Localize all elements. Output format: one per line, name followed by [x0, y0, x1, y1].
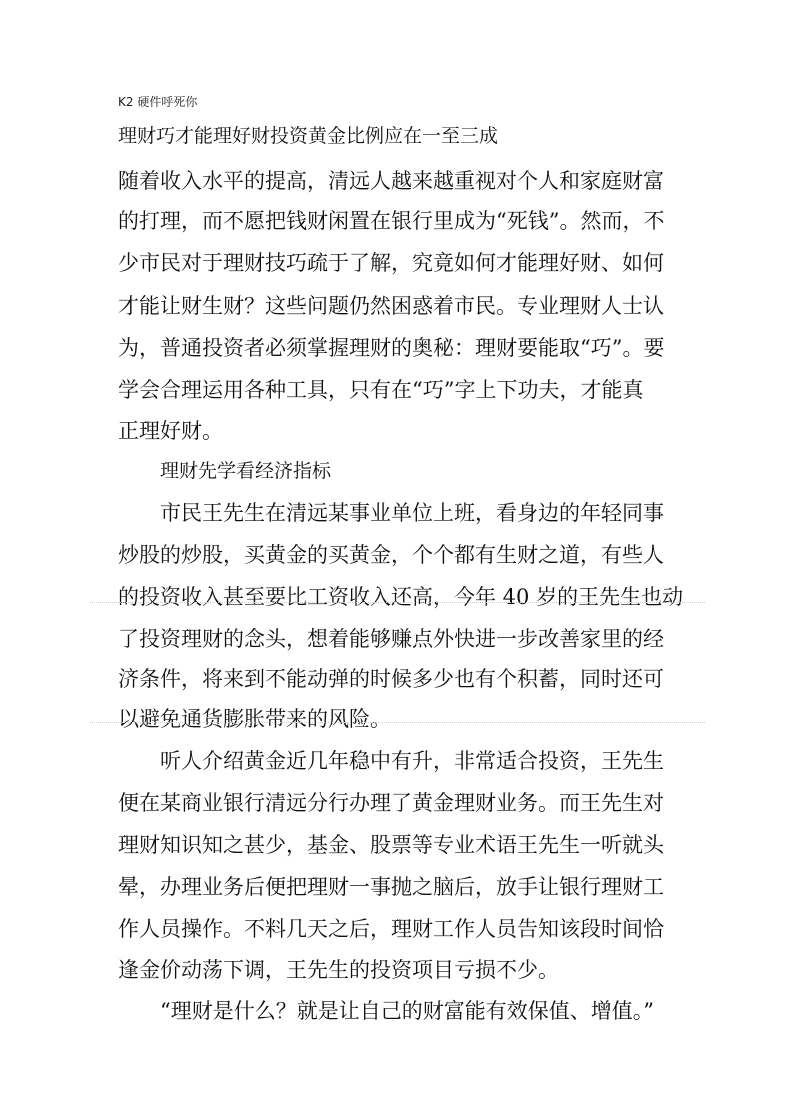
intro-line: 为，普通投资者必须掌握理财的奥秘：理财要能取“巧”。要: [118, 336, 665, 360]
paragraph-line: 济条件，将来到不能动弹的时候多少也有个积蓄，同时还可: [118, 667, 664, 691]
paragraph-line: 市民王先生在清远某事业单位上班，看身边的年轻同事: [160, 501, 664, 525]
paragraph-line: 以避免通货膨胀带来的风险。: [118, 707, 391, 731]
intro-line: 正理好财。: [118, 419, 223, 443]
page-header: K2 硬件呼死你: [118, 95, 198, 109]
faint-divider: [90, 602, 705, 603]
article-title: 理财巧才能理好财投资黄金比例应在一至三成: [118, 125, 499, 147]
intro-line: 随着收入水平的提高，清远人越来越重视对个人和家庭财富: [118, 169, 664, 193]
paragraph-line: 炒股的炒股，买黄金的买黄金，个个都有生财之道，有些人: [118, 543, 664, 567]
paragraph-line: 作人员操作。不料几天之后，理财工作人员告知该段时间恰: [118, 917, 664, 941]
intro-line: 的打理，而不愿把钱财闲置在银行里成为“死钱”。然而，不: [118, 209, 665, 233]
paragraph-line: 听人介绍黄金近几年稳中有升，非常适合投资，王先生: [160, 749, 664, 773]
faint-divider: [90, 722, 705, 723]
paragraph-line: 的投资收入甚至要比工资收入还高，今年 40 岁的王先生也动: [118, 585, 684, 609]
intro-line: 少市民对于理财技巧疏于了解，究竟如何才能理好财、如何: [118, 251, 664, 275]
paragraph-line: 便在某商业银行清远分行办理了黄金理财业务。而王先生对: [118, 791, 664, 815]
intro-line: 学会合理运用各种工具，只有在“巧”字上下功夫，才能真: [118, 378, 644, 402]
section-subheading: 理财先学看经济指标: [160, 460, 332, 482]
quote-line: “理财是什么？就是让自己的财富能有效保值、增值。”: [160, 999, 654, 1023]
paragraph-line: 理财知识知之甚少，基金、股票等专业术语王先生一听就头: [118, 833, 664, 857]
intro-line: 才能让财生财？这些问题仍然困惑着市民。专业理财人士认: [118, 294, 664, 318]
paragraph-line: 晕，办理业务后便把理财一事抛之脑后，放手让银行理财工: [118, 875, 664, 899]
paragraph-line: 了投资理财的念头，想着能够赚点外快进一步改善家里的经: [118, 627, 664, 651]
paragraph-line: 逢金价动荡下调，王先生的投资项目亏损不少。: [118, 958, 559, 982]
